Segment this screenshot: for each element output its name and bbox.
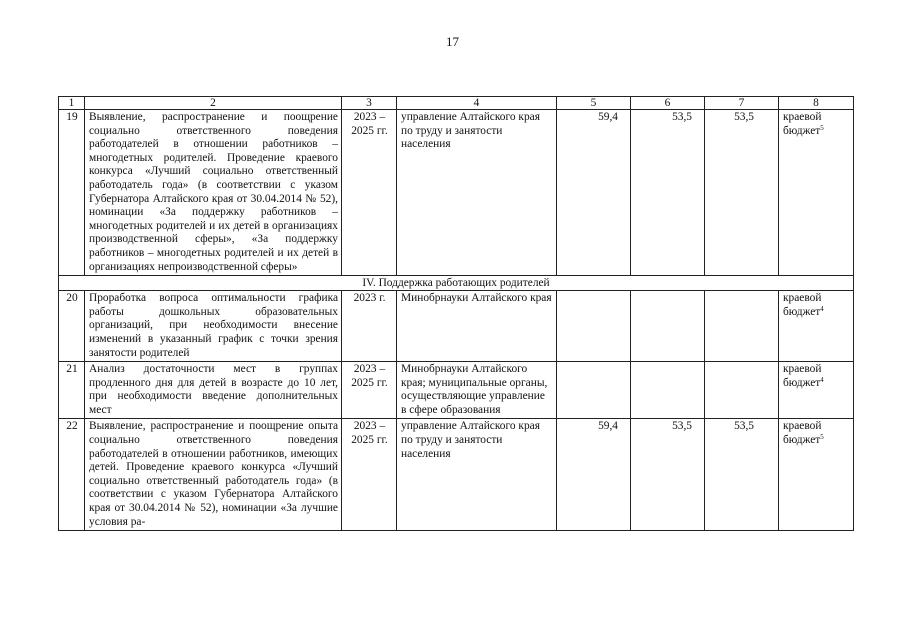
funding-source	[779, 110, 854, 276]
executor-cell: управление Алтайского края по труду и занятости населения	[397, 419, 557, 531]
value-col7: 53,5	[705, 419, 779, 531]
action-text: Анализ достаточности мест в группах продленного дня для детей в возрасте до 10 лет, при необходимости введение дополнительных мест	[85, 362, 342, 419]
header-cell: 8	[779, 97, 854, 110]
footnote-mark: 4	[820, 304, 824, 313]
value-col7	[705, 291, 779, 362]
value-col5: 59,4	[557, 419, 631, 531]
measures-table	[58, 96, 854, 531]
value-col5: 59,4	[557, 110, 631, 276]
value-col5	[557, 362, 631, 419]
funding-source-text: краевой бюджет	[783, 111, 822, 137]
executor-cell: Минобрнауки Алтайского края; муниципальные органы, осуществляющие управление в сфере образования	[397, 362, 557, 419]
executor-cell: управление Алтайского края по труду и занятости населения	[397, 110, 557, 276]
row-number: 20	[59, 291, 85, 362]
term-cell: 2023 – 2025 гг.	[342, 110, 397, 276]
section-title: IV. Поддержка работающих родителей	[59, 276, 854, 291]
header-cell: 1	[59, 97, 85, 110]
section-row	[59, 276, 854, 291]
row-number: 19	[59, 110, 85, 276]
action-text: Проработка вопроса оптимальности графика работы дошкольных образовательных организаций, при необходимости внесение изменений в указанный график с точки зрения занятости родителей	[85, 291, 342, 362]
table-row	[59, 110, 854, 276]
term-cell: 2023 – 2025 гг.	[342, 419, 397, 531]
table-row	[59, 419, 854, 531]
value-col6: 53,5	[631, 110, 705, 276]
header-cell: 5	[557, 97, 631, 110]
header-row	[59, 97, 854, 110]
value-col7: 53,5	[705, 110, 779, 276]
value-col6	[631, 291, 705, 362]
funding-source	[779, 291, 854, 362]
value-col7	[705, 362, 779, 419]
executor-cell: Минобрнауки Алтайского края	[397, 291, 557, 362]
footnote-mark: 5	[820, 433, 824, 442]
footnote-mark: 5	[820, 123, 824, 132]
table-row	[59, 362, 854, 419]
value-col5	[557, 291, 631, 362]
funding-source-text: краевой бюджет	[783, 363, 822, 389]
funding-source-text: краевой бюджет	[783, 292, 822, 318]
header-cell: 6	[631, 97, 705, 110]
row-number: 22	[59, 419, 85, 531]
footnote-mark: 4	[820, 375, 824, 384]
header-cell: 2	[85, 97, 342, 110]
funding-source	[779, 362, 854, 419]
header-cell: 7	[705, 97, 779, 110]
header-cell: 4	[397, 97, 557, 110]
page-number: 17	[446, 34, 459, 49]
header-cell: 3	[342, 97, 397, 110]
funding-source-text: краевой бюджет	[783, 420, 822, 447]
value-col6: 53,5	[631, 419, 705, 531]
funding-source	[779, 419, 854, 531]
row-number: 21	[59, 362, 85, 419]
action-text: Выявление, распространение и поощрение социально ответственного поведения работодателей в отношении работников – многодетных родителей. Проведение краевого конкурса «Лучший социально ответственный работодатель года» (в соответствии с указом Губернатора Алтайского края от 30.04.2014 № 52), номинации «За поддержку работников – многодетных родителей и их детей в организациях производственной сферы», «За поддержку работников – многодетных родителей и их детей в организациях непроизводственной сферы»	[85, 110, 342, 276]
action-text: Выявление, распространение и поощрение опыта социально ответственного поведения работодателей в отношении работников, имеющих детей. Проведение краевого конкурса «Лучший социально ответственный работодатель года» (в соответствии с указом Губернатора Алтайского края от 30.04.2014 № 52), номинации «За лучшие условия ра-	[85, 419, 342, 531]
term-cell: 2023 г.	[342, 291, 397, 362]
table-row	[59, 291, 854, 362]
term-cell: 2023 – 2025 гг.	[342, 362, 397, 419]
value-col6	[631, 362, 705, 419]
